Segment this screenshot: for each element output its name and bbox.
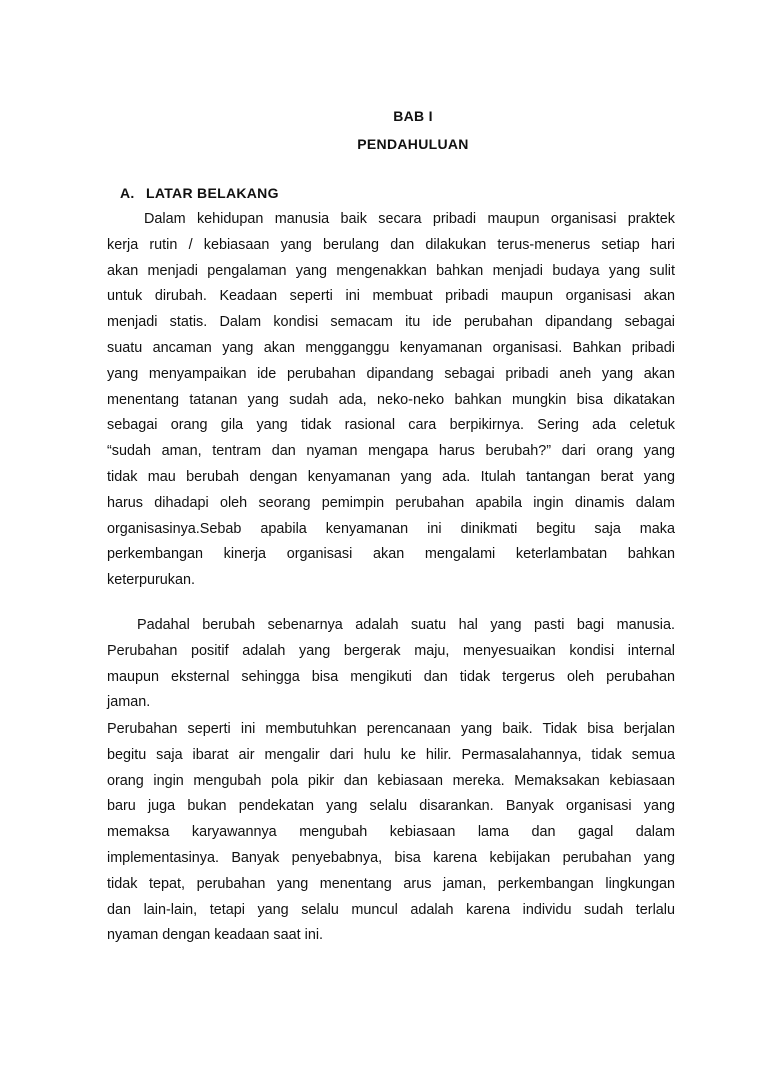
paragraph-line: suatu ancaman yang akan mengganggu kenyamanan organisasi. Bahkan pribadi bbox=[107, 339, 675, 356]
paragraph-line: dan lain-lain, tetapi yang selalu muncul adalah karena individu sudah terlalu bbox=[107, 901, 675, 918]
section-heading bbox=[120, 185, 279, 201]
paragraph-line: yang menyampaikan ide perubahan dipandang sebagai pribadi aneh yang akan bbox=[107, 365, 675, 382]
section-title: LATAR BELAKANG bbox=[146, 185, 279, 201]
paragraph-line: untuk dirubah. Keadaan seperti ini membuat pribadi maupun organisasi akan bbox=[107, 288, 675, 305]
paragraph-line: begitu saja ibarat air mengalir dari hulu ke hilir. Permasalahannya, tidak semua bbox=[107, 746, 675, 763]
paragraph-line: akan menjadi pengalaman yang mengenakkan bahkan menjadi budaya yang sulit bbox=[107, 262, 675, 279]
paragraph-line: perkembangan kinerja organisasi akan mengalami keterlambatan bahkan bbox=[107, 546, 675, 563]
paragraph-line: nyaman dengan keadaan saat ini. bbox=[107, 927, 324, 944]
chapter-title: PENDAHULUAN bbox=[357, 136, 469, 152]
paragraph-line: maupun eksternal sehingga bisa mengikuti dan tidak tergerus oleh perubahan bbox=[107, 668, 675, 685]
paragraph-line: organisasinya.Sebab apabila kenyamanan ini dinikmati begitu saja maka bbox=[107, 520, 675, 537]
paragraph-line: tidak tepat, perubahan yang menentang arus jaman, perkembangan lingkungan bbox=[107, 875, 675, 892]
paragraph-line: menentang tatanan yang sudah ada, neko-neko bahkan mungkin bisa dikatakan bbox=[107, 391, 675, 408]
paragraph-line: kerja rutin / kebiasaan yang berulang dan dilakukan terus-menerus setiap hari bbox=[107, 236, 675, 253]
paragraph-line: menjadi statis. Dalam kondisi semacam itu ide perubahan dipandang sebagai bbox=[107, 314, 675, 331]
paragraph-line: Padahal berubah sebenarnya adalah suatu hal yang pasti bagi manusia. bbox=[137, 617, 675, 633]
chapter-label: BAB I bbox=[393, 108, 433, 124]
paragraph-line: harus dihadapi oleh seorang pemimpin perubahan apabila ingin dinamis dalam bbox=[107, 494, 675, 511]
paragraph-line: “sudah aman, tentram dan nyaman mengapa harus berubah?” dari orang yang bbox=[107, 443, 675, 460]
paragraph-1 bbox=[107, 207, 675, 594]
paragraph-line: Dalam kehidupan manusia baik secara pribadi maupun organisasi praktek bbox=[144, 211, 675, 227]
paragraph-line: Perubahan positif adalah yang bergerak maju, menyesuaikan kondisi internal bbox=[107, 642, 675, 659]
paragraph-line: baru juga bukan pendekatan yang selalu disarankan. Banyak organisasi yang bbox=[107, 798, 675, 815]
paragraph-3 bbox=[107, 717, 675, 949]
paragraph-line: memaksa karyawannya mengubah kebiasaan lama dan gagal dalam bbox=[107, 824, 675, 841]
paragraph-line: jaman. bbox=[107, 694, 151, 711]
paragraph-line: implementasinya. Banyak penyebabnya, bisa karena kebijakan perubahan yang bbox=[107, 849, 675, 866]
paragraph-line: tidak mau berubah dengan kenyamanan yang ada. Itulah tantangan berat yang bbox=[107, 468, 675, 485]
paragraph-line: orang ingin mengubah pola pikir dan kebiasaan mereka. Memaksakan kebiasaan bbox=[107, 772, 675, 789]
paragraph-line: Perubahan seperti ini membutuhkan perencanaan yang baik. Tidak bisa berjalan bbox=[107, 721, 675, 737]
paragraph-2 bbox=[107, 613, 675, 716]
paragraph-line: keterpurukan. bbox=[107, 572, 195, 589]
section-number: A. bbox=[120, 185, 135, 201]
paragraph-line: sebagai orang gila yang tidak rasional cara berpikirnya. Sering ada celetuk bbox=[107, 417, 675, 434]
